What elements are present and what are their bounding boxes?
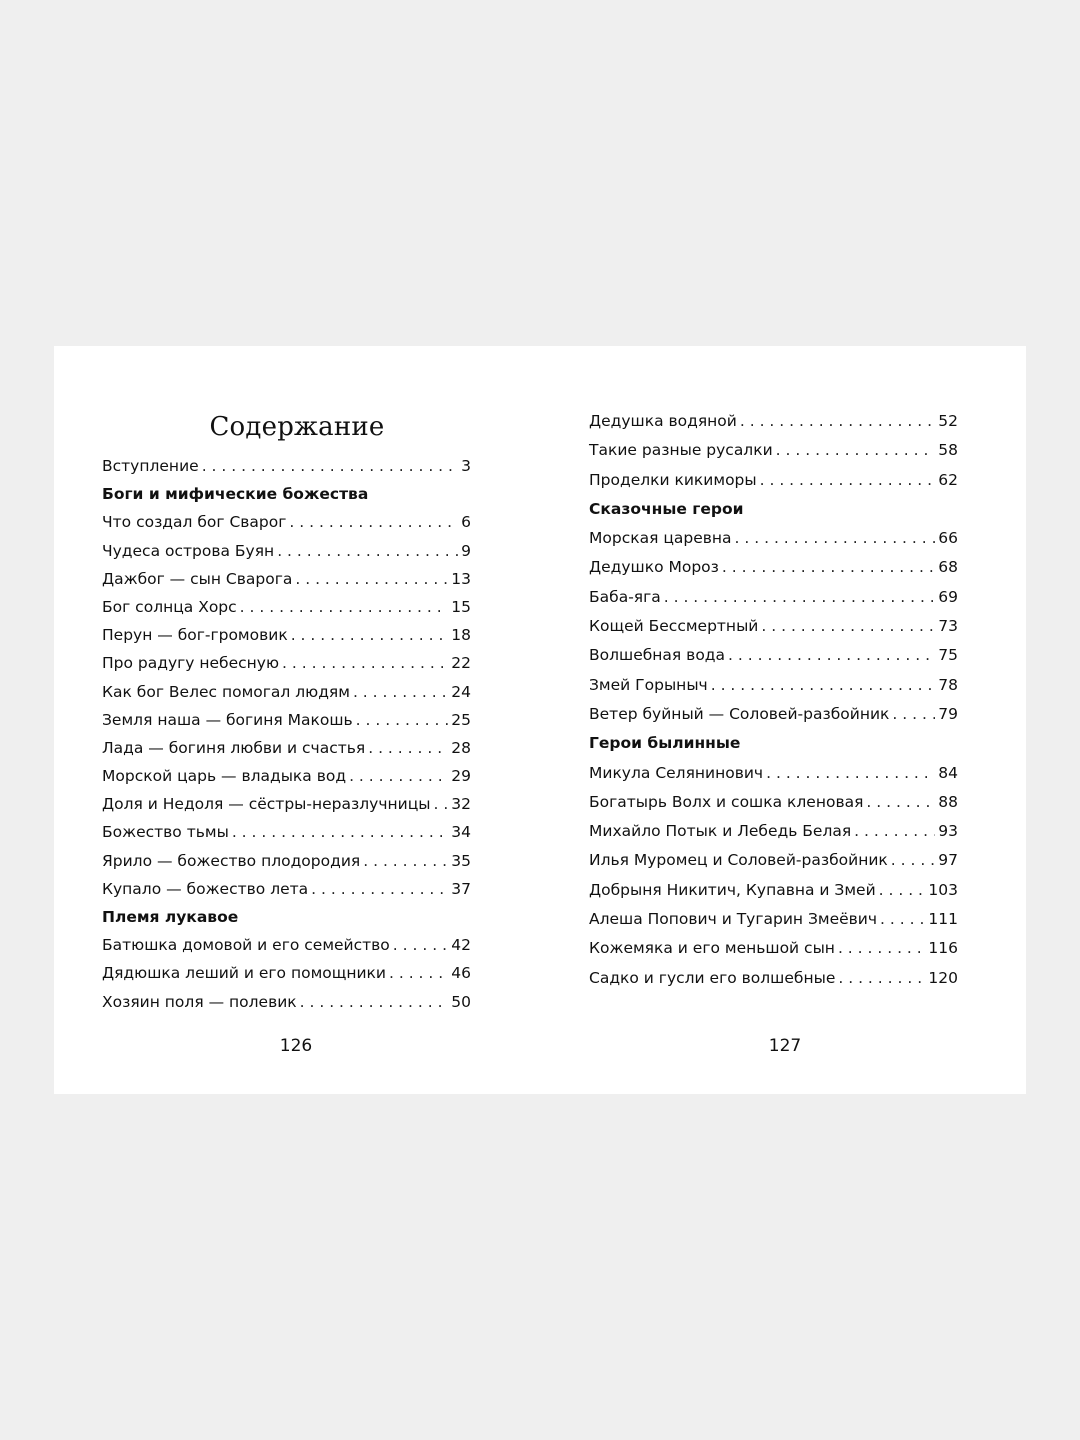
dot-leader [766, 763, 935, 783]
entry-page-number: 32 [451, 795, 471, 814]
entry-title: Перун — бог-громовик [102, 626, 288, 645]
entry-page-number: 50 [451, 992, 471, 1011]
toc-entry [102, 738, 471, 766]
toc-entry [589, 675, 958, 704]
toc-entry [589, 440, 958, 469]
toc-entry [589, 645, 958, 674]
page-number-left: 126 [279, 1036, 313, 1056]
dot-leader [866, 792, 935, 812]
entry-title: Морской царь — владыка вод [102, 767, 347, 786]
toc-entry [589, 909, 958, 938]
section-title: Племя лукавое [102, 908, 239, 926]
toc-entry [589, 850, 958, 879]
entry-title: Что создал бог Сварог [102, 513, 287, 532]
toc-entry [589, 470, 958, 499]
toc-entry [102, 569, 471, 597]
entry-title: Земля наша — богиня Макошь [102, 710, 353, 729]
entry-title: Дажбог — сын Сварога [102, 569, 293, 588]
toc-entry [589, 616, 958, 645]
entry-title: Как бог Велес помогал людям [102, 682, 350, 701]
dot-leader [776, 440, 936, 460]
entry-page-number: 35 [451, 851, 471, 870]
entry-title: Илья Муромец и Соловей-разбойник [589, 851, 888, 870]
dot-leader [722, 557, 935, 577]
toc-section-heading [102, 907, 471, 935]
toc-entry [589, 821, 958, 850]
entry-title: Батюшка домовой и его семейство [102, 936, 390, 955]
dot-leader [728, 645, 935, 665]
dot-leader [760, 470, 936, 490]
toc-entry [589, 938, 958, 967]
dot-leader [277, 541, 458, 561]
dot-leader [368, 738, 448, 758]
section-title: Герои былинные [589, 734, 741, 753]
toc-entry [589, 557, 958, 586]
dot-leader [300, 992, 449, 1012]
dot-leader [240, 597, 449, 617]
dot-leader [232, 822, 448, 842]
entry-page-number: 79 [938, 704, 958, 723]
entry-page-number: 58 [938, 441, 958, 460]
toc-entry [102, 625, 471, 653]
dot-leader [349, 766, 448, 786]
entry-page-number: 37 [451, 879, 471, 898]
dot-leader [891, 850, 936, 870]
dot-leader [295, 569, 448, 589]
page-number-right: 127 [768, 1036, 802, 1056]
toc-entry [102, 456, 471, 484]
entry-page-number: 29 [451, 767, 471, 786]
book-spread [54, 346, 1026, 1094]
toc-entry [589, 587, 958, 616]
entry-page-number: 13 [451, 569, 471, 588]
entry-title: Проделки кикиморы [589, 470, 757, 489]
entry-page-number: 42 [451, 936, 471, 955]
entry-title: Добрыня Никитич, Купавна и Змей [589, 880, 876, 899]
entry-page-number: 66 [938, 529, 958, 548]
dot-leader [393, 935, 448, 955]
toc-entry [589, 792, 958, 821]
toc-entry [102, 992, 471, 1020]
entry-page-number: 46 [451, 964, 471, 983]
toc-entry [589, 763, 958, 792]
toc-entry [102, 653, 471, 681]
toc-entry [102, 935, 471, 963]
toc-entry [102, 512, 471, 540]
toc-entry [102, 766, 471, 794]
entry-title: Садко и гусли его волшебные [589, 968, 836, 987]
entry-title: Доля и Недоля — сёстры-неразлучницы [102, 795, 431, 814]
toc-entry [102, 879, 471, 907]
entry-title: Богатырь Волх и сошка кленовая [589, 792, 864, 811]
toc-section-heading [589, 733, 958, 762]
dot-leader [353, 682, 448, 702]
entry-title: Морская царевна [589, 529, 732, 548]
toc-list-right [589, 411, 958, 997]
entry-page-number: 15 [451, 597, 471, 616]
entry-title: Божество тьмы [102, 823, 229, 842]
entry-page-number: 62 [938, 470, 958, 489]
entry-title: Ярило — божество плодородия [102, 851, 361, 870]
entry-page-number: 73 [938, 617, 958, 636]
dot-leader [880, 909, 925, 929]
entry-title: Лада — богиня любви и счастья [102, 738, 366, 757]
dot-leader [838, 968, 925, 988]
entry-title: Кощей Бессмертный [589, 617, 759, 636]
section-title: Сказочные герои [589, 499, 744, 518]
dot-leader [838, 938, 925, 958]
entry-page-number: 88 [938, 792, 958, 811]
entry-title: Про радугу небесную [102, 654, 280, 673]
entry-title: Алеша Попович и Тугарин Змеёвич [589, 910, 878, 929]
entry-page-number: 75 [938, 646, 958, 665]
entry-title: Бог солнца Хорс [102, 597, 237, 616]
entry-page-number: 25 [451, 710, 471, 729]
entry-title: Волшебная вода [589, 646, 726, 665]
entry-page-number: 103 [928, 880, 958, 899]
toc-entry [102, 851, 471, 879]
entry-page-number: 120 [928, 968, 958, 987]
entry-page-number: 6 [461, 513, 471, 532]
entry-title: Дедушко Мороз [589, 558, 719, 577]
toc-entry [589, 528, 958, 557]
dot-leader [389, 963, 448, 983]
toc-entry [102, 597, 471, 625]
entry-title: Купало — божество лета [102, 879, 309, 898]
toc-section-heading [589, 499, 958, 528]
entry-page-number: 9 [461, 541, 471, 560]
dot-leader [854, 821, 935, 841]
dot-leader [282, 653, 448, 673]
toc-entry [102, 541, 471, 569]
entry-page-number: 84 [938, 763, 958, 782]
dot-leader [761, 616, 935, 636]
entry-page-number: 69 [938, 587, 958, 606]
entry-title: Дедушка водяной [589, 412, 737, 430]
entry-page-number: 111 [928, 910, 958, 929]
entry-page-number: 97 [938, 851, 958, 870]
dot-leader [740, 411, 935, 431]
dot-leader [291, 625, 449, 645]
entry-title: Баба-яга [589, 587, 661, 606]
toc-entry [589, 411, 958, 440]
entry-title: Чудеса острова Буян [102, 541, 275, 560]
dot-leader [363, 851, 448, 871]
dot-leader [434, 794, 449, 814]
dot-leader [735, 528, 936, 548]
entry-page-number: 28 [451, 738, 471, 757]
toc-entry [589, 880, 958, 909]
entry-title: Дядюшка леший и его помощники [102, 964, 386, 983]
dot-leader [356, 710, 449, 730]
entry-title: Змей Горыныч [589, 675, 708, 694]
dot-leader [892, 704, 935, 724]
entry-title: Михайло Потык и Лебедь Белая [589, 822, 852, 841]
entry-page-number: 93 [938, 822, 958, 841]
entry-page-number: 78 [938, 675, 958, 694]
toc-entry [589, 704, 958, 733]
entry-title: Такие разные русалки [589, 441, 773, 460]
toc-section-heading [102, 484, 471, 512]
page-title: Содержание [209, 412, 385, 442]
entry-title: Микула Селянинович [589, 763, 764, 782]
section-title: Боги и мифические божества [102, 485, 369, 504]
entry-title: Хозяин поля — полевик [102, 992, 297, 1011]
toc-list-left [102, 456, 471, 1020]
dot-leader [289, 512, 458, 532]
dot-leader [311, 879, 448, 899]
entry-page-number: 22 [451, 654, 471, 673]
dot-leader [711, 675, 936, 695]
entry-title: Вступление [102, 457, 199, 475]
toc-entry [102, 963, 471, 991]
entry-page-number: 3 [461, 457, 471, 475]
entry-title: Ветер буйный — Соловей-разбойник [589, 704, 890, 723]
toc-entry [102, 710, 471, 738]
toc-entry [589, 968, 958, 997]
entry-title: Кожемяка и его меньшой сын [589, 939, 835, 958]
dot-leader [202, 456, 458, 476]
toc-entry [102, 682, 471, 710]
entry-page-number: 24 [451, 682, 471, 701]
dot-leader [664, 587, 936, 607]
toc-entry [102, 794, 471, 822]
entry-page-number: 116 [928, 939, 958, 958]
entry-page-number: 34 [451, 823, 471, 842]
dot-leader [879, 880, 926, 900]
toc-entry [102, 822, 471, 850]
entry-page-number: 52 [938, 412, 958, 430]
entry-page-number: 68 [938, 558, 958, 577]
entry-page-number: 18 [451, 626, 471, 645]
